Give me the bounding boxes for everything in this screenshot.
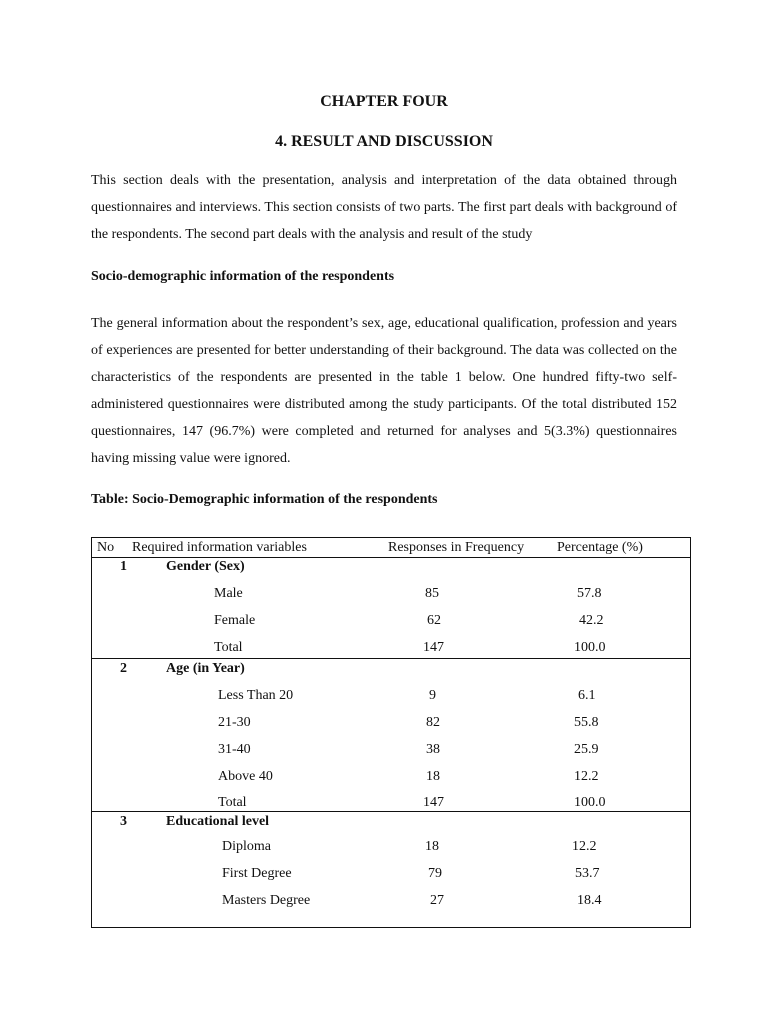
header-variable: Required information variables — [132, 540, 307, 555]
row-label: Total — [214, 640, 243, 655]
row-percentage: 100.0 — [574, 795, 606, 810]
row-percentage: 12.2 — [572, 839, 597, 854]
body-paragraph: The general information about the respondent’s sex, age, educational qualification, profession and years of experiences are presented for better understanding of their background. The data was collected on the characteristics of the respondents are presented in the table 1 below. One hundred fifty-two self-administered questionnaires were distributed among the study participants. Of the total distributed 152 questionnaires, 147 (96.7%) were completed and returned for analyses and 5(3.3%) questionnaires having missing value were ignored. — [91, 316, 677, 466]
row-percentage: 18.4 — [577, 893, 602, 908]
table-header-row — [92, 538, 690, 558]
row-frequency: 82 — [426, 715, 440, 730]
group-title: Educational level — [166, 814, 270, 829]
row-frequency: 147 — [423, 640, 444, 655]
row-label: 31-40 — [218, 742, 251, 757]
table-caption: Table: Socio-Demographic information of the respondents — [91, 492, 438, 507]
row-percentage: 53.7 — [575, 866, 600, 881]
row-label: 21-30 — [218, 715, 251, 730]
group-number: 1 — [120, 559, 127, 574]
row-percentage: 100.0 — [574, 640, 606, 655]
row-frequency: 79 — [428, 866, 442, 881]
row-label: Total — [218, 795, 247, 810]
group-divider — [92, 658, 690, 659]
chapter-title: CHAPTER FOUR — [320, 93, 448, 110]
row-percentage: 6.1 — [578, 688, 596, 703]
row-label: Masters Degree — [222, 893, 311, 908]
row-frequency: 38 — [426, 742, 440, 757]
group-title: Age (in Year) — [166, 661, 245, 676]
row-frequency: 85 — [425, 586, 439, 601]
section-title: 4. RESULT AND DISCUSSION — [275, 133, 493, 150]
row-percentage: 57.8 — [577, 586, 602, 601]
header-percentage: Percentage (%) — [557, 540, 643, 555]
row-frequency: 27 — [430, 893, 444, 908]
group-number: 3 — [120, 814, 127, 829]
group-divider — [92, 811, 690, 812]
demographics-table — [91, 537, 691, 928]
row-frequency: 9 — [429, 688, 436, 703]
group-number: 2 — [120, 661, 127, 676]
row-label: Male — [214, 586, 243, 601]
row-label: Diploma — [222, 839, 271, 854]
row-percentage: 55.8 — [574, 715, 599, 730]
row-label: Less Than 20 — [218, 688, 294, 703]
header-no: No — [97, 540, 115, 555]
subheading: Socio-demographic information of the respondents — [91, 269, 395, 284]
row-frequency: 62 — [427, 613, 441, 628]
row-percentage: 42.2 — [579, 613, 604, 628]
row-label: First Degree — [222, 866, 292, 881]
group-title: Gender (Sex) — [166, 559, 245, 574]
row-frequency: 147 — [423, 795, 444, 810]
row-frequency: 18 — [426, 769, 440, 784]
row-label: Above 40 — [218, 769, 273, 784]
header-frequency: Responses in Frequency — [388, 540, 525, 555]
row-frequency: 18 — [425, 839, 439, 854]
row-percentage: 12.2 — [574, 769, 599, 784]
row-label: Female — [214, 613, 256, 628]
row-percentage: 25.9 — [574, 742, 599, 757]
intro-paragraph: This section deals with the presentation, analysis and interpretation of the data obtained through questionnaires and interviews. This section consists of two parts. The first part deals with background of the respondents. The second part deals with the analysis and result of the study — [91, 173, 677, 242]
